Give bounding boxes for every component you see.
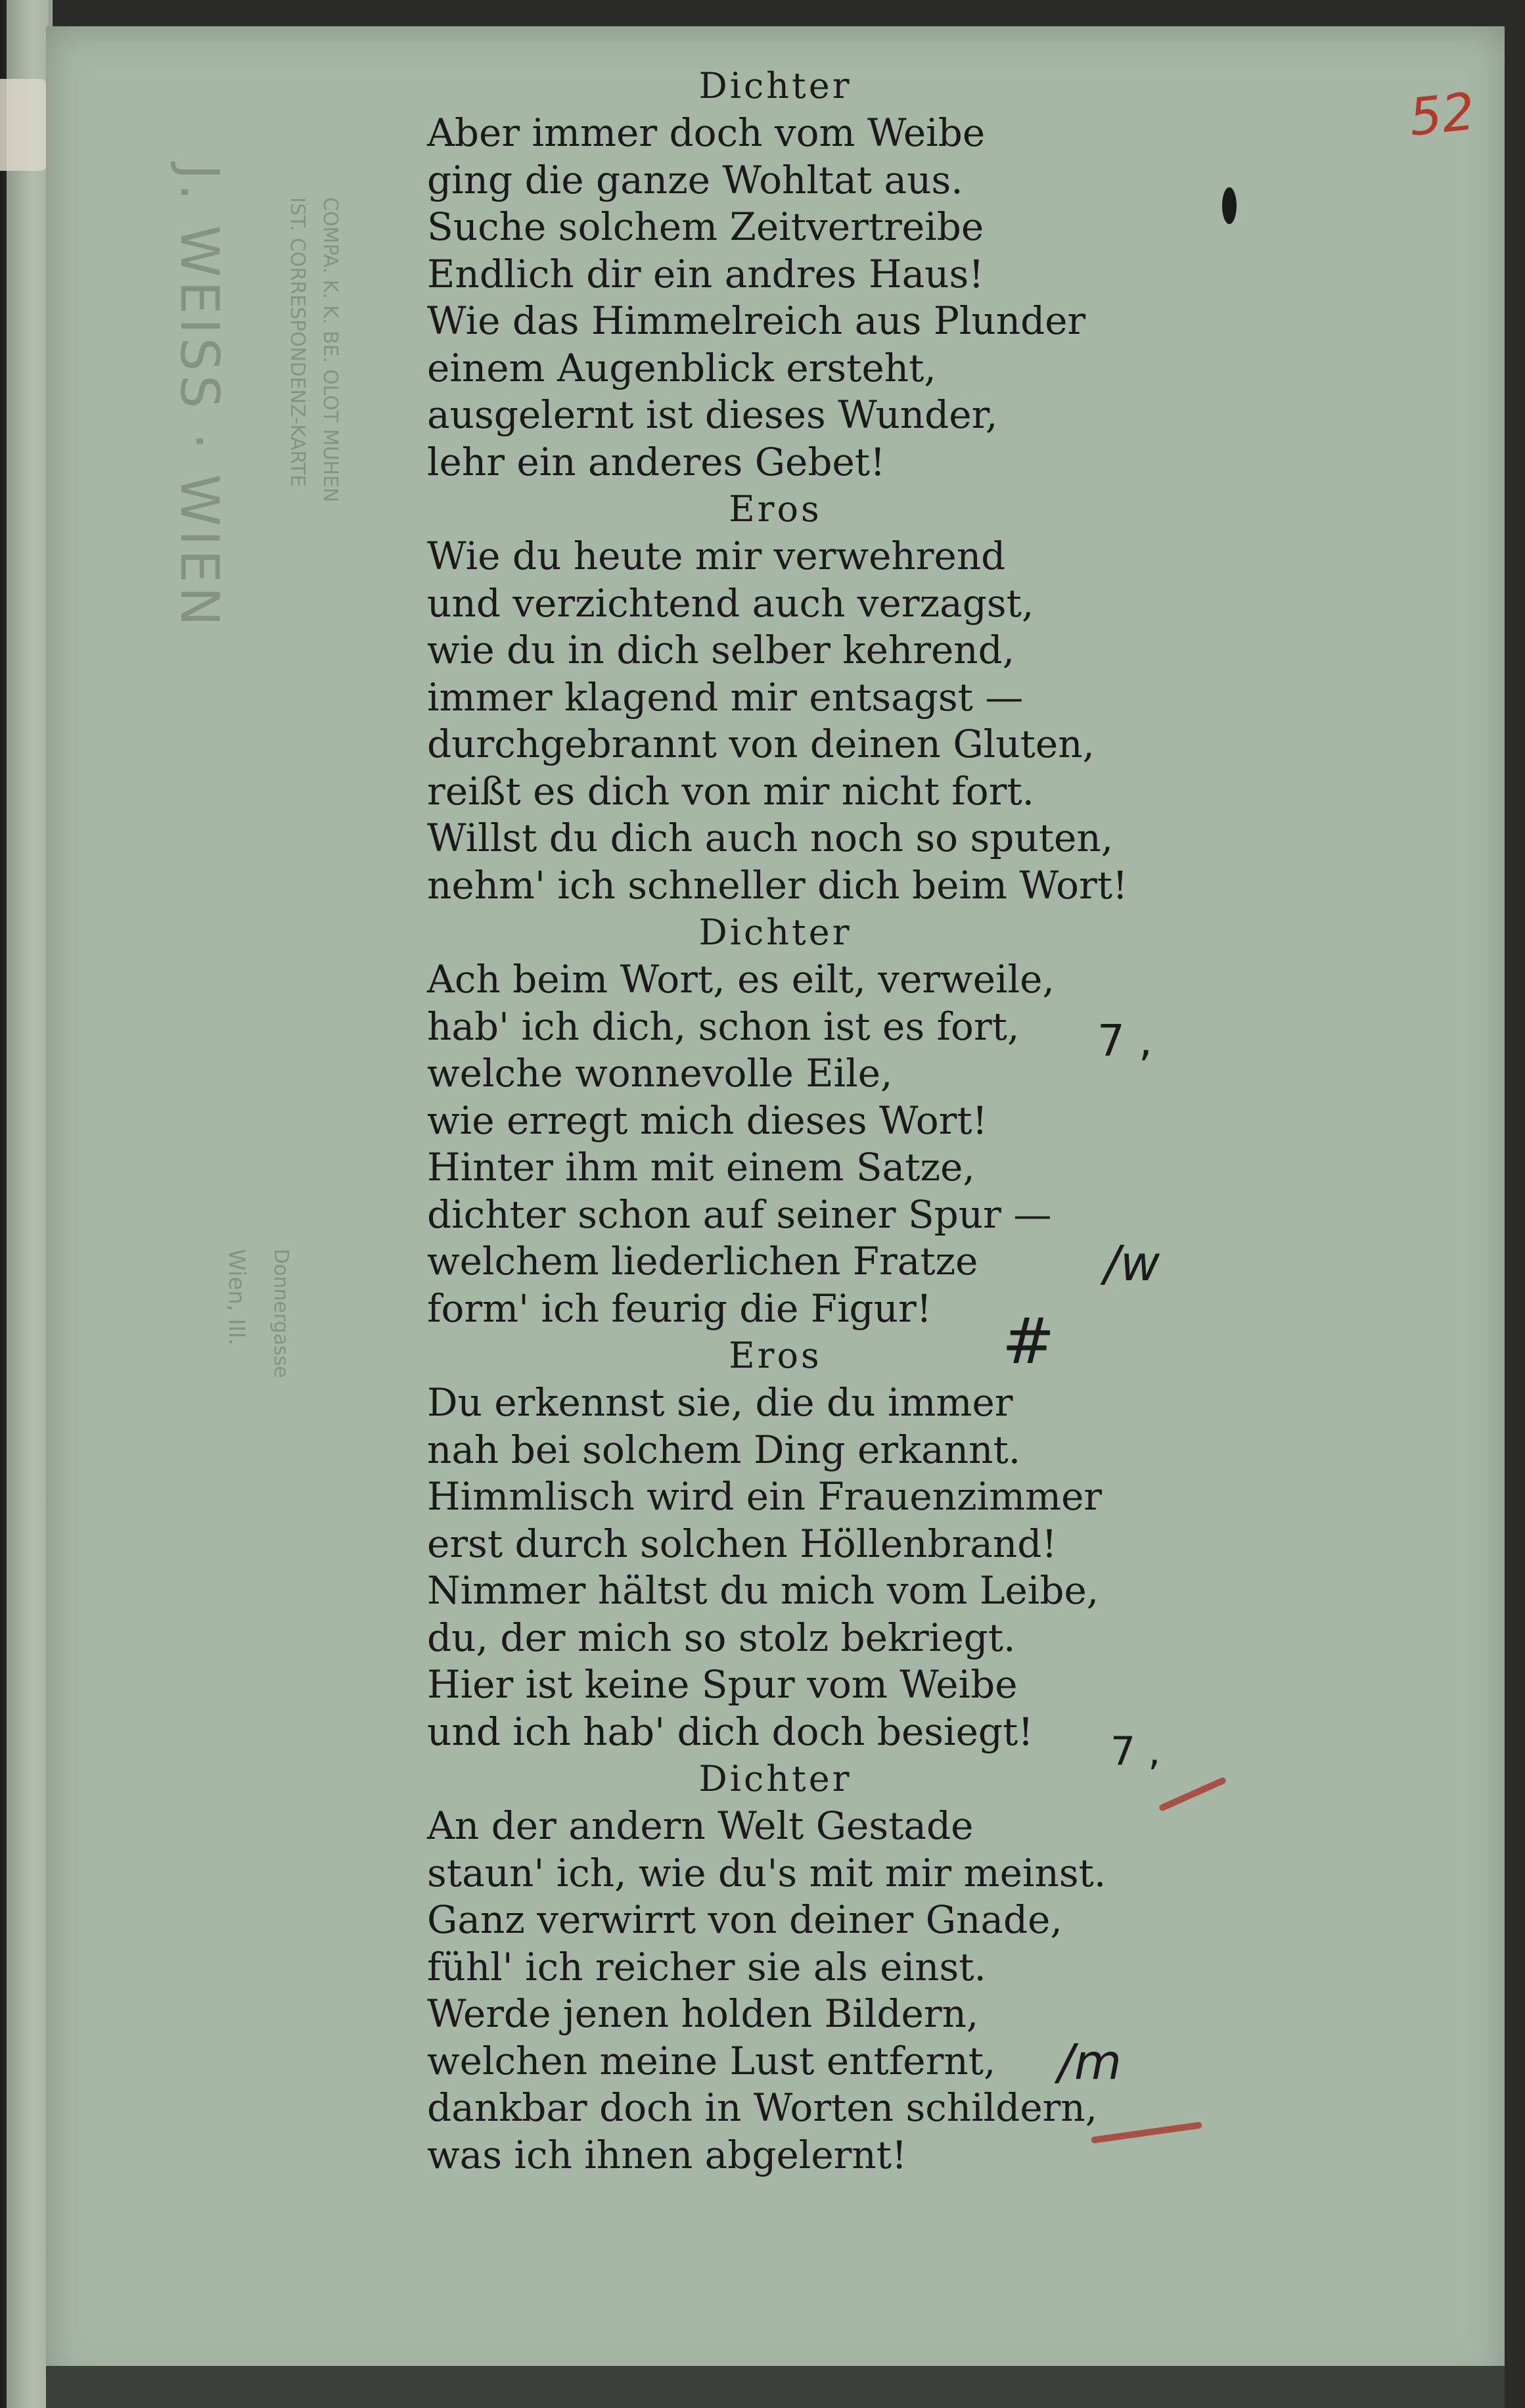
- verse-line: staun' ich, wie du's mit mir meinst.: [427, 1850, 1106, 1895]
- proofreading-mark: 7 ,: [1110, 1728, 1161, 1774]
- ink-blot: [1222, 187, 1237, 224]
- verse-line: nah bei solchem Ding erkannt.: [427, 1427, 1021, 1472]
- binding-flap: [0, 79, 46, 171]
- verse-line: reißt es dich von mir nicht fort.: [427, 768, 1035, 814]
- verse-line: dankbar doch in Worten schildern,: [427, 2085, 1098, 2130]
- stanza: [427, 1755, 1163, 2179]
- verse-line: An der andern Welt Gestade: [427, 1803, 974, 1848]
- verse-line: welche wonnevolle Eile,: [427, 1051, 893, 1096]
- verse-line: erst durch solchen Höllenbrand!: [427, 1521, 1057, 1566]
- speaker-heading: Dichter: [698, 65, 852, 106]
- verse-line: ausgelernt ist dieses Wunder,: [427, 392, 998, 437]
- verse-line: hab' ich dich, schon ist es fort,: [427, 1004, 1020, 1049]
- verse-line: Wie du heute mir verwehrend: [427, 534, 1006, 578]
- verse-line: und ich hab' dich doch besiegt!: [427, 1709, 1034, 1754]
- page-number: 52: [1406, 82, 1478, 148]
- verse-line: form' ich feurig die Figur!: [427, 1285, 932, 1331]
- stanza: [427, 909, 1163, 1332]
- speaker-heading: Dichter: [698, 1758, 852, 1799]
- proofreading-mark: #: [1002, 1305, 1055, 1378]
- verse-line: durchgebrannt von deinen Gluten,: [427, 722, 1095, 766]
- verse-line: Endlich dir ein andres Haus!: [427, 251, 984, 296]
- bleed-through-text: Donnergasse: [269, 1249, 292, 1378]
- proofreading-mark: 7 ,: [1097, 1015, 1152, 1066]
- poem-text: [427, 62, 1163, 2179]
- stanza: [427, 486, 1163, 909]
- verse-line: Hinter ihm mit einem Satze,: [427, 1145, 975, 1190]
- speaker-heading: Eros: [729, 488, 822, 530]
- verse-line: lehr ein anderes Gebet!: [427, 439, 886, 484]
- verse-line: du, der mich so stolz bekriegt.: [427, 1615, 1016, 1660]
- speaker-heading: Eros: [729, 1335, 822, 1376]
- verse-line: dichter schon auf seiner Spur —: [427, 1192, 1052, 1237]
- proofreading-mark: /m: [1058, 2034, 1122, 2091]
- verse-line: wie du in dich selber kehrend,: [427, 628, 1015, 672]
- verse-line: Wie das Himmelreich aus Plunder: [427, 298, 1086, 343]
- speaker-heading: Dichter: [698, 912, 852, 953]
- verse-line: Ach beim Wort, es eilt, verweile,: [427, 957, 1055, 1002]
- verse-line: ging die ganze Wohltat aus.: [427, 157, 963, 202]
- verse-line: Du erkennst sie, die du immer: [427, 1380, 1013, 1425]
- page-right-edge: [1505, 0, 1525, 2408]
- verse-line: Nimmer hältst du mich vom Leibe,: [427, 1568, 1099, 1613]
- verse-line: welchen meine Lust entfernt,: [427, 2038, 996, 2083]
- verse-line: Aber immer doch vom Weibe: [427, 110, 986, 155]
- page-bottom-edge: [46, 2366, 1518, 2408]
- verse-line: Himmlisch wird ein Frauenzimmer: [427, 1474, 1103, 1519]
- binding-strip: [7, 0, 49, 2408]
- verse-line: fühl' ich reicher sie als einst.: [427, 1944, 986, 1989]
- verse-line: was ich ihnen abgelernt!: [427, 2132, 907, 2177]
- verse-line: Werde jenen holden Bildern,: [427, 1991, 979, 2036]
- stanza: [427, 1332, 1163, 1755]
- verse-line: welchem liederlichen Fratze: [427, 1239, 978, 1284]
- verse-line: einem Augenblick ersteht,: [427, 345, 936, 390]
- verse-line: Hier ist keine Spur vom Weibe: [427, 1662, 1018, 1707]
- bleed-through-text: COMPA. K. K. BE. OLOT MUHEN: [319, 197, 342, 503]
- verse-line: immer klagend mir entsagst —: [427, 674, 1024, 720]
- verse-line: wie erregt mich dieses Wort!: [427, 1098, 988, 1143]
- proofreading-mark: /w: [1104, 1236, 1160, 1292]
- verse-line: und verzichtend auch verzagst,: [427, 580, 1034, 626]
- bleed-through-text-large: J. WEISS · WIEN: [169, 164, 230, 630]
- stanza: [427, 62, 1163, 486]
- verse-line: nehm' ich schneller dich beim Wort!: [427, 862, 1128, 908]
- verse-line: Ganz verwirrt von deiner Gnade,: [427, 1897, 1062, 1942]
- bleed-through-text: Wien, III.: [223, 1249, 250, 1346]
- verse-line: Suche solchem Zeitvertreibe: [427, 204, 984, 249]
- verse-line: Willst du dich auch noch so sputen,: [427, 816, 1114, 860]
- bleed-through-text: IST. CORRESPONDENZ-KARTE: [286, 197, 309, 488]
